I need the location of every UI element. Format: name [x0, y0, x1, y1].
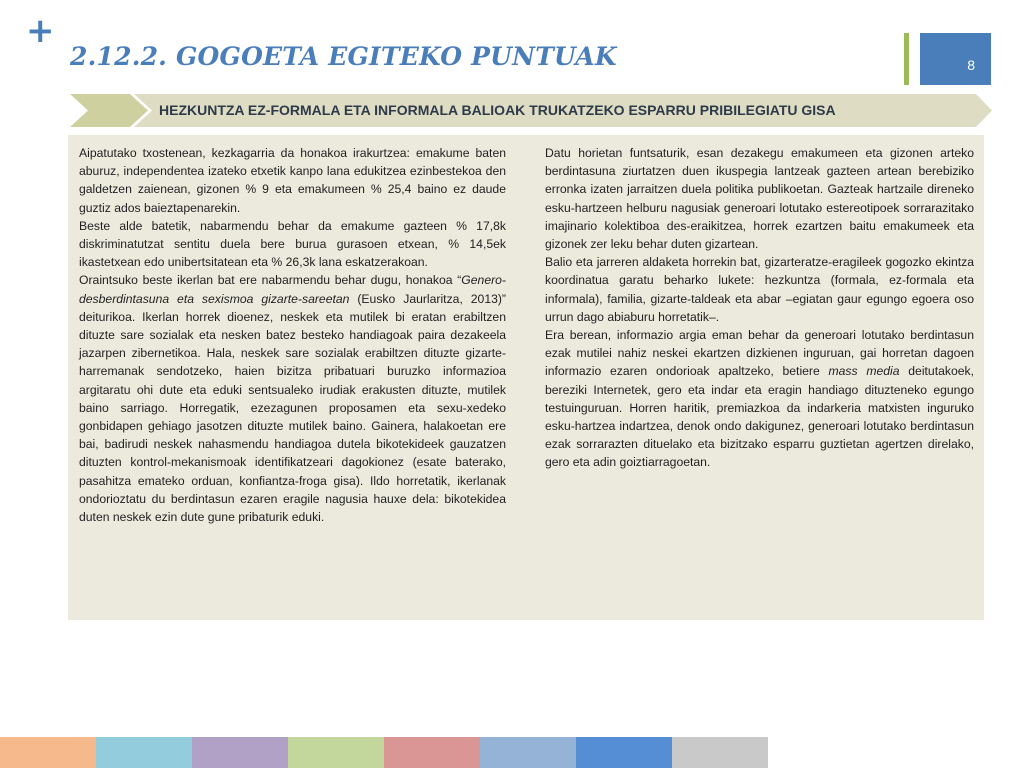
- plus-mark: +: [26, 11, 55, 51]
- left-paragraph-3-intro: Oraintsuko beste ikerlan bat ere nabarmendu behar dugu, honakoa “: [79, 273, 462, 288]
- right-paragraph-3: [545, 326, 974, 472]
- mass-media-term: mass media: [828, 364, 900, 379]
- right-paragraph-3-intro: Era berean, informazio argia eman behar da generoari lotutako berdintasun ezak mutilei nahiz neskei ekartzen dizkienen inguruan, gai horretan dagoen informazio ezaren ondorioak apaltzeko, betiere: [545, 328, 974, 379]
- color-swatch: [288, 737, 384, 768]
- left-paragraph-1: Aipatutako txostenean, kezkagarria da honakoa irakurtzea: emakume baten aburuz, independentea izateko etxetik kanpo lana edukitzea ezinbestekoa den galdetzen zaienean, gizonen % 9 eta emakumeen % 25,4 baino ez daude guztiz ados baieztapenarekin.: [79, 146, 506, 215]
- color-swatch: [192, 737, 288, 768]
- right-paragraph-3-body: deitutakoek, bereziki Internetek, gero eta indar eta eragin handiago dituzteneko egungo testuinguruan. Horren haritik, premiazkoa da indarkeria matxisten inguruko esku-hartzea indartzea, denok ondo dakigunez, generoari lotutako berdintasun ezak sorrarazten dituelako eta bizitzako esparru guztietan agertzen direlako, gero eta adin goiztiarragoetan.: [545, 364, 975, 470]
- color-swatch: [0, 737, 96, 768]
- right-paragraph-2: Balio eta jarreren aldaketa horrekin bat, gizarteratze-eragileek gogozko ekintza koordinatua garatu beharko lukete: hezkuntza (formala, ez-formala eta informala), familia, gizarte-taldeak eta abar –egiatan gaur egungo egoera oso urrun dago abiaburu horretatik–.: [545, 255, 974, 324]
- color-swatch: [480, 737, 576, 768]
- section-banner: [70, 94, 992, 127]
- green-accent-bar: [904, 33, 909, 85]
- left-paragraph-3-body: (Eusko Jaurlaritza, 2013)” deiturikoa. Ikerlan horrek dioenez, neskek eta mutilek bi eratan erabiltzen dituzte sare sozialak eta nesken batez besteko handiagoak paira dezakeela jazarpen zibernetikoa. Hala, neskek sare sozialak erabiltzen dituzte gizarte-harremanak sendotzeko, haien bizitza pribatuari buruzko informazioa argitaratu ohi dute eta eduki sentsualeko irudiak erakusten dituzte, mutilek baino sarriago. Horregatik, ezezagunen proposamen eta sexu-xedeko gonbidapen gehiago jasotzen dituzte mutilek baino. Gainera, halakoetan ere bai, badirudi neskek nahasmendu handiagoa dutela bikotekideek gauzatzen dituzten kontrol-mekanismoak identifikatzeari dagokionez (esate baterako, pasahitza emateko orduan, konfiantza-froga gisa). Ildo horretatik, ikerlanak ondorioztatu du berdintasun ezaren eragile nagusia hauxe dela: bikotekidea duten neskek ezin dute gune pribaturik eduki.: [79, 291, 506, 525]
- content-panel: [68, 135, 984, 620]
- page-number: 8: [920, 33, 991, 85]
- right-paragraph-1: Datu horietan funtsaturik, esan dezakegu emakumeen eta gizonen arteko berdintasuna ziurtatzen duen ikuspegia lantzeak gazteen artean berebiziko erronka izaten jarraitzen duela politika publikoetan. Gazteak hartzaile direneko esku-hartzeen helburu nagusiak generoari lotutako estereotipoek sorrarazitako imajinario kolektiboa des-eraikitzea, horrek ezartzen baitu emakumeek eta gizonek zer leku behar duten gizartean.: [545, 146, 974, 252]
- color-swatch: [96, 737, 192, 768]
- color-swatch: [384, 737, 480, 768]
- banner-text: HEZKUNTZA EZ-FORMALA ETA INFORMALA BALIOAK TRUKATZEKO ESPARRU PRIBILEGIATU GISA: [159, 102, 836, 118]
- right-column: [545, 144, 974, 472]
- color-swatch: [576, 737, 672, 768]
- slide-title: 2.12.2. GOGOETA EGITEKO PUNTUAK: [70, 42, 617, 71]
- study-title: Genero-desberdintasuna eta sexismoa gizarte-sareetan: [79, 273, 506, 306]
- color-strip: [0, 737, 768, 768]
- left-paragraph-2: Beste alde batetik, nabarmendu behar da emakume gazteen % 17,8k diskriminatutzat sentitu duela bere burua gurasoen etxean, % 14,5ek ikastetxean edo unibertsitatean eta % 26,3k lana eskatzerakoan.: [79, 218, 506, 270]
- left-paragraph-3: [79, 271, 506, 526]
- color-swatch: [672, 737, 768, 768]
- left-column: [79, 144, 506, 526]
